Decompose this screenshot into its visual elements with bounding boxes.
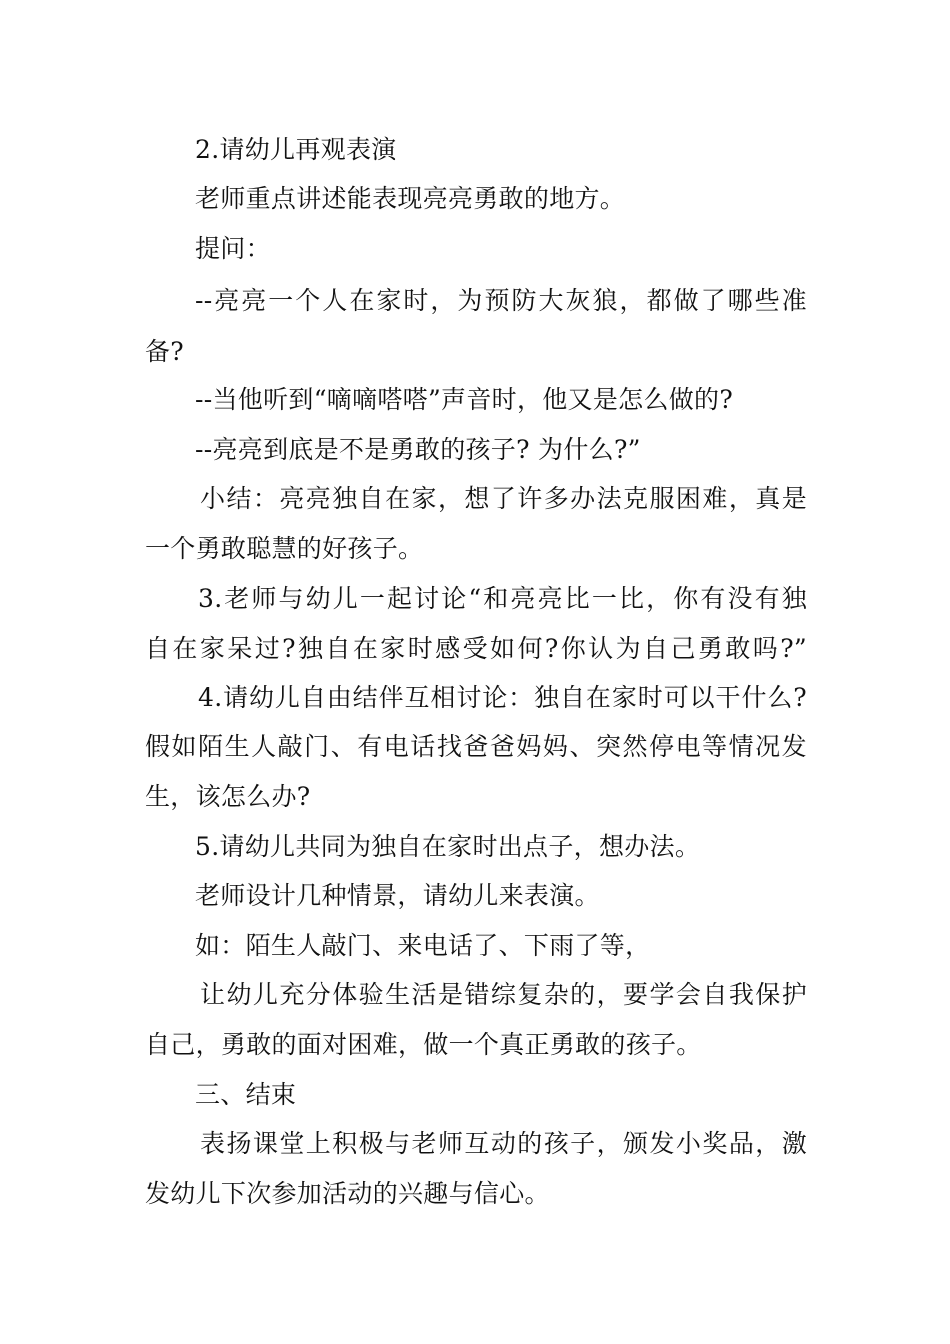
- question-1-line-1: --亮亮一个人在家时，为预防大灰狼，都做了哪些准: [195, 286, 807, 315]
- question-1-line-2: 备?: [145, 337, 185, 366]
- goal-line-2: 自己，勇敢的面对困难，做一个真正勇敢的孩子。: [145, 1030, 702, 1059]
- step-4-line-2: 假如陌生人敲门、有电话找爸爸妈妈、突然停电等情况发: [145, 732, 807, 761]
- step-4-line-1: 4.请幼儿自由结伴互相讨论：独自在家时可以干什么?: [198, 683, 807, 712]
- step-3-line-2: 自在家呆过?独自在家时感受如何?你认为自己勇敢吗?”: [145, 634, 807, 663]
- teacher-scenario: 老师设计几种情景，请幼儿来表演。: [195, 881, 600, 910]
- step-2-heading: 2.请幼儿再观表演: [195, 135, 397, 164]
- scenario-examples: 如：陌生人敲门、来电话了、下雨了等，: [195, 931, 651, 960]
- question-3: --亮亮到底是不是勇敢的孩子? 为什么?”: [195, 435, 641, 464]
- teacher-instruction: 老师重点讲述能表现亮亮勇敢的地方。: [195, 184, 626, 213]
- step-3-line-1: 3.老师与幼儿一起讨论“和亮亮比一比，你有没有独: [198, 584, 807, 613]
- ending-line-1: 表扬课堂上积极与老师互动的孩子，颁发小奖品，激: [200, 1129, 807, 1158]
- step-5-heading: 5.请幼儿共同为独自在家时出点子，想办法。: [195, 832, 701, 861]
- question-2: --当他听到“嘀嘀嗒嗒”声音时，他又是怎么做的?: [195, 385, 734, 414]
- summary-line-2: 一个勇敢聪慧的好孩子。: [145, 534, 424, 563]
- section-3-heading: 三、结束: [195, 1080, 297, 1109]
- question-label: 提问：: [195, 234, 271, 263]
- goal-line-1: 让幼儿充分体验生活是错综复杂的，要学会自我保护: [200, 980, 807, 1009]
- ending-line-2: 发幼儿下次参加活动的兴趣与信心。: [145, 1179, 550, 1208]
- step-4-line-3: 生，该怎么办?: [145, 782, 311, 811]
- summary-line-1: 小结：亮亮独自在家，想了许多办法克服困难，真是: [200, 484, 807, 513]
